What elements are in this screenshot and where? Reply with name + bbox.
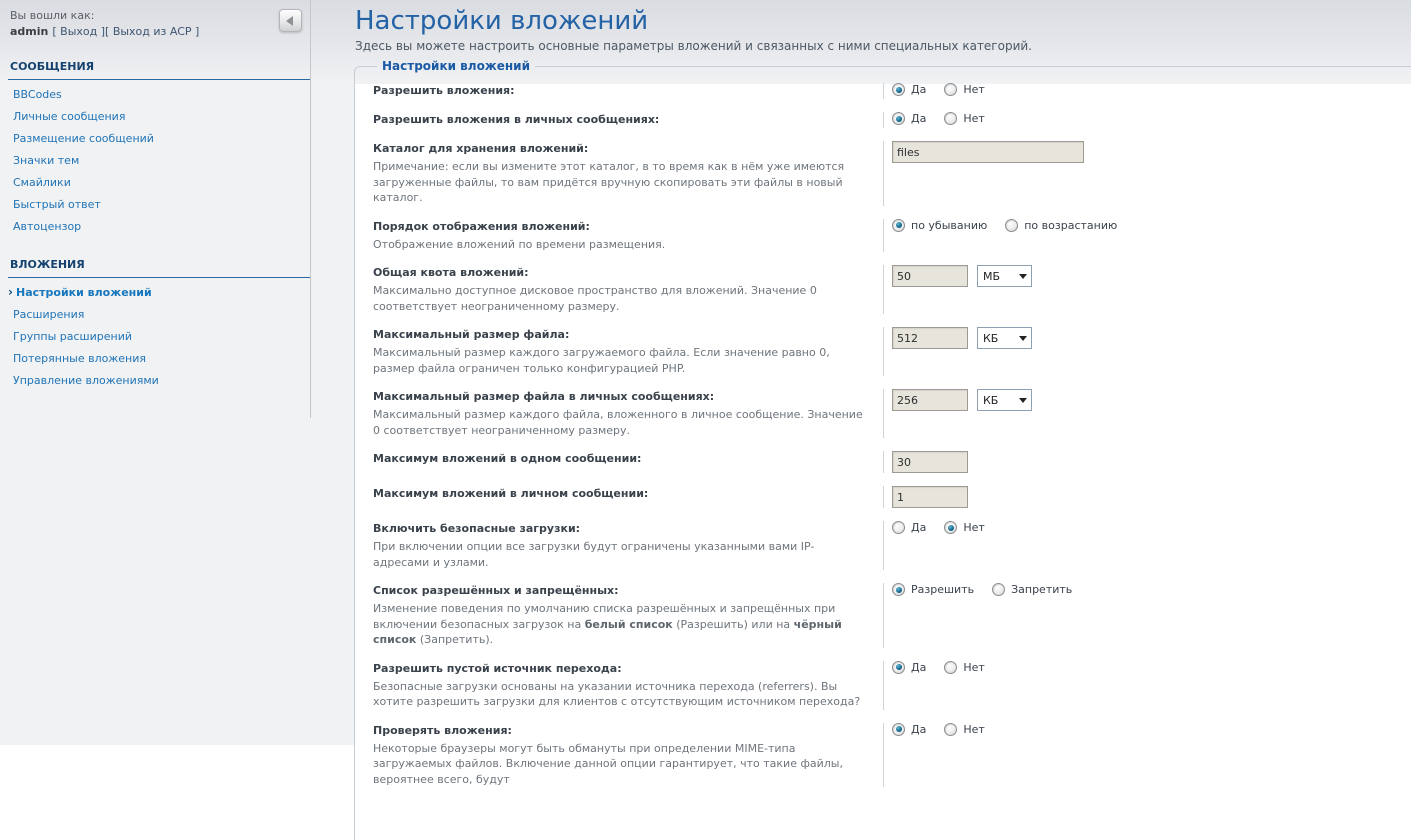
sidebar-item[interactable] bbox=[8, 216, 310, 238]
page-description: Здесь вы можете настроить основные параметры вложений и связанных с ними специальных категорий. bbox=[355, 39, 1032, 53]
setting-label-cell bbox=[373, 265, 883, 314]
setting-control-cell bbox=[883, 219, 1411, 253]
radio-option-label: Запретить bbox=[1011, 583, 1073, 596]
radio-unchecked-icon[interactable] bbox=[944, 112, 957, 125]
setting-text-input[interactable] bbox=[892, 327, 968, 349]
sidebar-item[interactable] bbox=[8, 326, 310, 348]
unit-select-value: МБ bbox=[983, 269, 1001, 283]
fieldset-legend: Настройки вложений bbox=[382, 59, 530, 73]
setting-label-cell bbox=[373, 723, 883, 788]
unit-select[interactable] bbox=[977, 265, 1032, 287]
sidebar-item[interactable] bbox=[8, 106, 310, 128]
radio-option[interactable] bbox=[944, 83, 984, 96]
radio-option-label: Нет bbox=[963, 722, 985, 736]
login-info bbox=[8, 0, 310, 40]
setting-label-cell bbox=[373, 661, 883, 710]
radio-option-label: Да bbox=[911, 722, 927, 736]
setting-row bbox=[373, 451, 1411, 473]
setting-label-cell bbox=[373, 521, 883, 570]
setting-control-cell bbox=[883, 486, 1411, 508]
sidebar bbox=[8, 0, 311, 418]
sidebar-item-label: Личные сообщения bbox=[13, 110, 126, 123]
main-content bbox=[354, 0, 1411, 840]
setting-note: Примечание: если вы измените этот каталог, в то время как в нём уже имеются загруженные файлы, то вам придётся вручную скопировать эти файлы в новый каталог. bbox=[373, 160, 845, 204]
radio-checked-icon[interactable] bbox=[892, 583, 905, 596]
radio-unchecked-icon[interactable] bbox=[992, 583, 1005, 596]
radio-option-label: Да bbox=[911, 112, 927, 125]
setting-label: Список разрешённых и запрещённых: bbox=[373, 584, 619, 597]
setting-label: Проверять вложения: bbox=[373, 723, 512, 737]
sidebar-item-label: Смайлики bbox=[13, 176, 71, 189]
settings-rows bbox=[373, 83, 1411, 787]
menu-section bbox=[8, 254, 310, 392]
menu-section-title: СООБЩЕНИЯ bbox=[8, 56, 310, 80]
sidebar-item-label: Расширения bbox=[13, 308, 85, 321]
setting-note: Некоторые браузеры могут быть обмануты при определении MIME-типа загружаемых файлов. Включение данной опции гарантирует, что такие файлы, вероятнее всего, будут bbox=[373, 741, 843, 786]
radio-option-label: Нет bbox=[963, 660, 985, 674]
radio-option-label: Нет bbox=[963, 83, 985, 96]
sidebar-item[interactable] bbox=[8, 84, 310, 106]
setting-row bbox=[373, 265, 1411, 314]
radio-option[interactable] bbox=[1005, 219, 1117, 232]
radio-option-label: по возрастанию bbox=[1024, 218, 1118, 232]
dropdown-arrow-icon bbox=[1019, 336, 1027, 341]
note-segment: (Разрешить) или на bbox=[672, 617, 794, 631]
setting-text-input[interactable] bbox=[892, 265, 968, 287]
radio-option[interactable] bbox=[944, 723, 984, 736]
setting-label-cell bbox=[373, 583, 883, 648]
radio-option[interactable] bbox=[892, 661, 926, 674]
logout-link[interactable]: [ Выход ] bbox=[52, 25, 106, 38]
radio-option-label: Нет bbox=[963, 521, 985, 534]
sidebar-item[interactable] bbox=[8, 150, 310, 172]
note-segment: белый список bbox=[584, 617, 673, 631]
sidebar-item-label: Потерянные вложения bbox=[13, 352, 146, 365]
collapse-left-arrow-icon bbox=[286, 16, 293, 26]
radio-option[interactable] bbox=[892, 521, 926, 534]
radio-option[interactable] bbox=[992, 583, 1072, 596]
active-item-arrow-icon: › bbox=[8, 285, 13, 299]
setting-label: Разрешить вложения в личных сообщениях: bbox=[373, 113, 660, 126]
menu-section-title: ВЛОЖЕНИЯ bbox=[8, 254, 310, 278]
unit-select-value: КБ bbox=[983, 331, 999, 345]
radio-option-label: Да bbox=[911, 521, 927, 534]
setting-control-cell bbox=[883, 389, 1411, 438]
note-segment: Изменение поведения по умолчанию списка разрешённых и запрещённых при включении безопасных загрузок на bbox=[373, 602, 836, 631]
setting-label: Максимальный размер файла в личных сообщениях: bbox=[373, 390, 715, 403]
radio-option[interactable] bbox=[892, 219, 987, 232]
radio-option[interactable] bbox=[944, 112, 984, 125]
setting-label: Разрешить вложения: bbox=[373, 84, 515, 97]
note-segment: чёрный список bbox=[373, 617, 842, 646]
dropdown-arrow-icon bbox=[1019, 398, 1027, 403]
radio-option-label: Да bbox=[911, 83, 927, 96]
radio-option[interactable] bbox=[944, 661, 984, 674]
radio-unchecked-icon[interactable] bbox=[1005, 219, 1018, 232]
setting-note: Безопасные загрузки основаны на указании источника перехода (referrers). Вы хотите разрешить загрузки для клиентов с отсутствующим источником перехода? bbox=[373, 679, 861, 708]
setting-control-cell bbox=[883, 521, 1411, 570]
sidebar-item[interactable] bbox=[8, 370, 310, 392]
setting-label-cell bbox=[373, 389, 883, 438]
sidebar-item[interactable] bbox=[8, 348, 310, 370]
setting-note: Максимальный размер каждого загружаемого файла. Если значение равно 0, размер файла ограничен только конфигурацией PHP. bbox=[373, 346, 830, 375]
menu-section bbox=[8, 56, 310, 238]
setting-label: Общая квота вложений: bbox=[373, 266, 529, 279]
setting-label: Каталог для хранения вложений: bbox=[373, 142, 589, 155]
radio-option-label: Да bbox=[911, 660, 927, 674]
radio-checked-icon[interactable] bbox=[892, 723, 905, 736]
radio-unchecked-icon[interactable] bbox=[944, 661, 957, 674]
setting-label: Разрешить пустой источник перехода: bbox=[373, 661, 622, 675]
setting-row bbox=[373, 219, 1411, 253]
unit-select[interactable] bbox=[977, 327, 1032, 349]
setting-label: Порядок отображения вложений: bbox=[373, 219, 590, 233]
radio-checked-icon[interactable] bbox=[892, 661, 905, 674]
dropdown-arrow-icon bbox=[1019, 274, 1027, 279]
radio-unchecked-icon[interactable] bbox=[892, 521, 905, 534]
setting-note: Максимальный размер каждого файла, вложенного в личное сообщение. Значение 0 соответствует неограниченному размеру. bbox=[373, 408, 863, 437]
setting-control-cell bbox=[883, 661, 1411, 710]
note-segment: (Запретить). bbox=[416, 633, 494, 646]
setting-row bbox=[373, 661, 1411, 710]
setting-row bbox=[373, 112, 1411, 128]
login-prefix: Вы вошли как: bbox=[10, 9, 95, 22]
radio-option-label: по убыванию bbox=[911, 218, 988, 232]
setting-text-input[interactable] bbox=[892, 451, 968, 473]
username: admin bbox=[10, 25, 49, 38]
setting-label: Максимум вложений в личном сообщении: bbox=[373, 487, 649, 500]
radio-checked-icon[interactable] bbox=[944, 521, 957, 534]
sidebar-item[interactable] bbox=[8, 194, 310, 216]
setting-label-cell bbox=[373, 141, 883, 206]
setting-note: Максимально доступное дисковое пространство для вложений. Значение 0 соответствует неограниченному размеру. bbox=[373, 284, 817, 313]
radio-option[interactable] bbox=[944, 521, 984, 534]
setting-control-cell bbox=[883, 723, 1411, 788]
setting-label-cell bbox=[373, 112, 883, 128]
setting-control-cell bbox=[883, 327, 1411, 376]
setting-text-input[interactable] bbox=[892, 486, 968, 508]
sidebar-item-label: Настройки вложений bbox=[16, 286, 152, 299]
sidebar-item-label: Быстрый ответ bbox=[13, 198, 101, 211]
radio-checked-icon[interactable] bbox=[892, 219, 905, 232]
login-line bbox=[10, 24, 306, 40]
setting-row bbox=[373, 723, 1411, 788]
setting-text-input[interactable] bbox=[892, 141, 1084, 163]
setting-note: При включении опции все загрузки будут ограничены указанными вами IP-адресами и узлами. bbox=[373, 540, 815, 569]
setting-label-cell bbox=[373, 83, 883, 99]
radio-option[interactable] bbox=[892, 83, 926, 96]
setting-note: Отображение вложений по времени размещения. bbox=[373, 237, 666, 251]
collapse-sidebar-button[interactable] bbox=[279, 9, 302, 32]
setting-control-cell bbox=[883, 265, 1411, 314]
sidebar-item-label: Управление вложениями bbox=[13, 374, 159, 387]
radio-unchecked-icon[interactable] bbox=[944, 723, 957, 736]
radio-option-label: Разрешить bbox=[911, 583, 975, 596]
radio-unchecked-icon[interactable] bbox=[944, 83, 957, 96]
setting-row bbox=[373, 83, 1411, 99]
sidebar-item-label: Автоцензор bbox=[13, 220, 82, 233]
sidebar-item[interactable] bbox=[8, 282, 310, 304]
sidebar-item-label: Значки тем bbox=[13, 154, 80, 167]
settings-fieldset bbox=[354, 59, 1411, 840]
radio-checked-icon[interactable] bbox=[892, 112, 905, 125]
unit-select-value: КБ bbox=[983, 393, 999, 407]
setting-label-cell bbox=[373, 219, 883, 253]
setting-control-cell bbox=[883, 141, 1411, 206]
sidebar-item[interactable] bbox=[8, 304, 310, 326]
radio-checked-icon[interactable] bbox=[892, 83, 905, 96]
setting-label-cell bbox=[373, 327, 883, 376]
sidebar-item[interactable] bbox=[8, 128, 310, 150]
setting-label-cell bbox=[373, 451, 883, 473]
setting-control-cell bbox=[883, 583, 1411, 648]
setting-text-input[interactable] bbox=[892, 389, 968, 411]
page-title: Настройки вложений bbox=[355, 6, 649, 36]
sidebar-sections bbox=[8, 56, 310, 392]
setting-label: Максимальный размер файла: bbox=[373, 328, 570, 341]
logout-acp-link[interactable]: [ Выход из ACP ] bbox=[105, 25, 200, 38]
setting-row bbox=[373, 327, 1411, 376]
setting-control-cell bbox=[883, 83, 1411, 99]
radio-option-label: Нет bbox=[963, 112, 985, 125]
sidebar-item-label: BBCodes bbox=[13, 88, 62, 101]
sidebar-item-label: Группы расширений bbox=[13, 330, 132, 343]
setting-control-cell bbox=[883, 112, 1411, 128]
setting-control-cell bbox=[883, 451, 1411, 473]
setting-row bbox=[373, 521, 1411, 570]
setting-label-cell bbox=[373, 486, 883, 508]
setting-row bbox=[373, 141, 1411, 206]
setting-note bbox=[373, 601, 883, 648]
setting-label: Включить безопасные загрузки: bbox=[373, 522, 581, 535]
sidebar-item-label: Размещение сообщений bbox=[13, 132, 154, 145]
sidebar-item[interactable] bbox=[8, 172, 310, 194]
setting-row bbox=[373, 486, 1411, 508]
radio-option[interactable] bbox=[892, 112, 926, 125]
menu-list bbox=[8, 84, 310, 238]
setting-row bbox=[373, 389, 1411, 438]
unit-select[interactable] bbox=[977, 389, 1032, 411]
radio-option[interactable] bbox=[892, 583, 974, 596]
radio-option[interactable] bbox=[892, 723, 926, 736]
setting-row bbox=[373, 583, 1411, 648]
menu-list bbox=[8, 282, 310, 392]
setting-label: Максимум вложений в одном сообщении: bbox=[373, 452, 642, 465]
